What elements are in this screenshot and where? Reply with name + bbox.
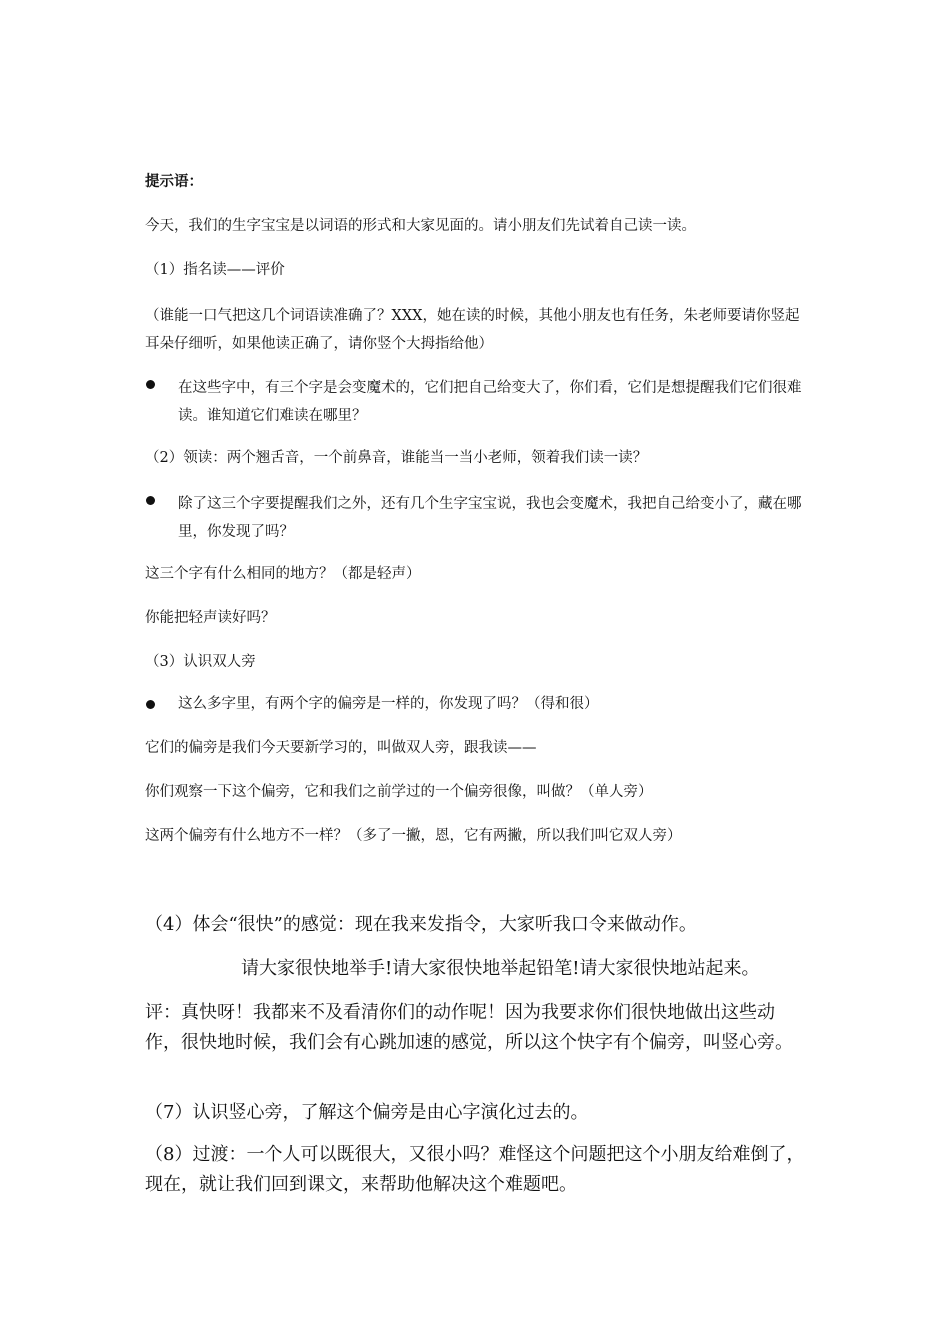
step7-title: （7）认识竖心旁，了解这个偏旁是由心字演化过去的。 [145, 1102, 589, 1123]
bullet-dot-icon [146, 380, 155, 389]
question-same: 这三个字有什么相同的地方？（都是轻声） [145, 566, 421, 582]
step3-title: （3）认识双人旁 [145, 654, 256, 670]
bullet-dot-icon [146, 496, 155, 505]
line-c: 这两个偏旁有什么地方不一样？（多了一撇，恩，它有两撇，所以我们叫它双人旁） [145, 828, 682, 844]
question-light: 你能把轻声读好吗？ [145, 610, 276, 626]
bullet-item-2 [145, 490, 815, 546]
intro-paragraph: 今天，我们的生字宝宝是以词语的形式和大家见面的。请小朋友们先试着自己读一读。 [145, 218, 696, 234]
step8-title: （8）过渡：一个人可以既很大，又很小吗？难怪这个问题把这个小朋友给难倒了，现在，就让我们回到课文，来帮助他解决这个难题吧。 [145, 1144, 805, 1195]
bullet-item-3 [145, 694, 815, 714]
bullet-text-1: 在这些字中，有三个字是会变魔术的，它们把自己给变大了，你们看，它们是想提醒我们它们很难读。谁知道它们难读在哪里？ [178, 380, 802, 424]
bullet-text-2: 除了这三个字要提醒我们之外，还有几个生字宝宝说，我也会变魔术，我把自己给变小了，藏在哪里，你发现了吗？ [178, 496, 802, 540]
bullet-text-3: 这么多字里，有两个字的偏旁是一样的，你发现了吗？（得和很） [178, 696, 599, 712]
line-b: 你们观察一下这个偏旁，它和我们之前学过的一个偏旁很像，叫做？（单人旁） [145, 784, 653, 800]
bullet-dot-icon [146, 700, 155, 709]
heading: 提示语： [145, 174, 203, 190]
commands-line: 请大家很快地举手!请大家很快地举起铅笔!请大家很快地站起来。 [241, 958, 760, 979]
comment-paragraph: 评：真快呀！我都来不及看清你们的动作呢！因为我要求你们很快地做出这些动作，很快地时候，我们会有心跳加速的感觉，所以这个快字有个偏旁，叫竖心旁。 [145, 1002, 793, 1053]
step4-title: （4）体会“很快”的感觉：现在我来发指令，大家听我口令来做动作。 [145, 914, 697, 935]
step1-title: （1）指名读——评价 [145, 262, 285, 278]
step1-note: （谁能一口气把这几个词语读准确了？XXX，她在读的时候，其他小朋友也有任务，朱老师要请你竖起耳朵仔细听，如果他读正确了，请你竖个大拇指给他） [145, 308, 800, 352]
step2-title: （2）领读：两个翘舌音，一个前鼻音，谁能当一当小老师，领着我们读一读？ [145, 450, 648, 466]
line-a: 它们的偏旁是我们今天要新学习的，叫做双人旁，跟我读—— [145, 740, 537, 756]
bullet-item-1 [145, 374, 815, 430]
